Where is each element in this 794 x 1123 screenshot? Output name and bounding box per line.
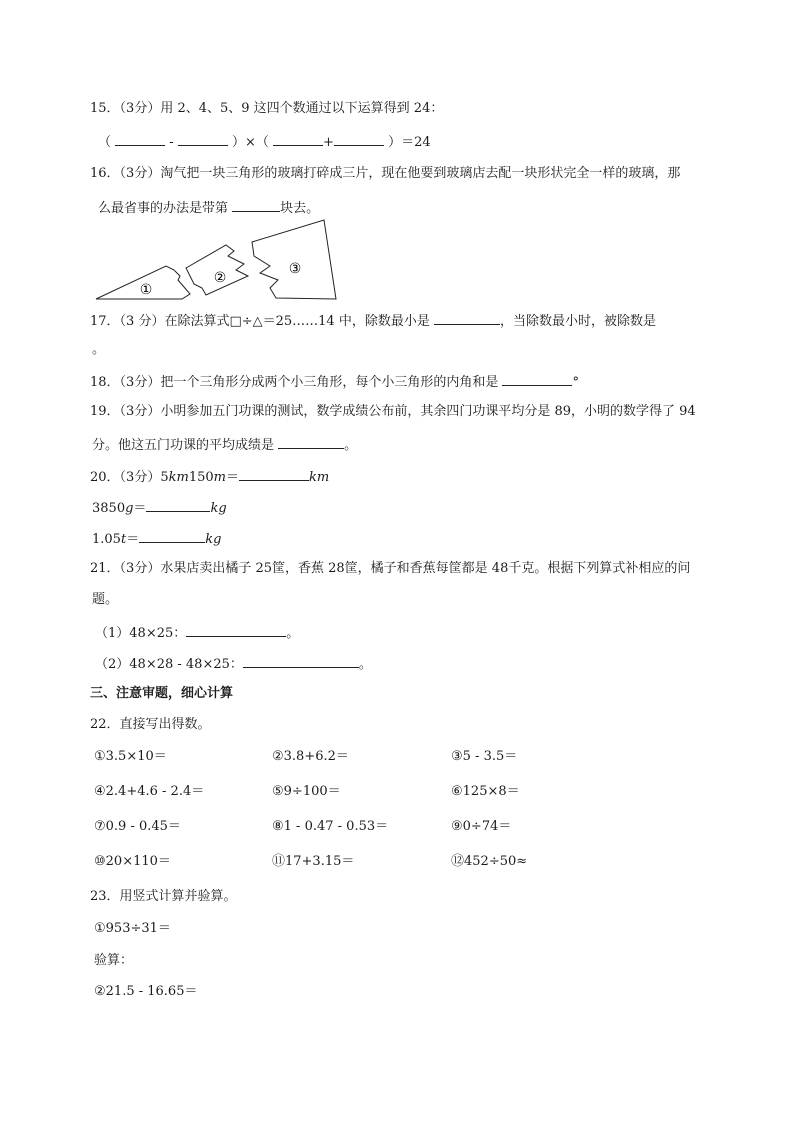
- q23-item-1: ①953÷31＝: [94, 921, 171, 936]
- q15-minus: -: [169, 135, 174, 150]
- q22-item-4: ④2.4+4.6 - 2.4＝: [94, 784, 205, 799]
- q15-expression: [98, 131, 431, 152]
- glass-piece-1-label: ①: [139, 282, 153, 298]
- q20-row2-blank[interactable]: [146, 497, 210, 512]
- q20-number: 20．: [90, 470, 120, 485]
- q20-row2-answer-unit: kg: [210, 501, 227, 516]
- q20-row1-equals: ＝: [225, 470, 239, 485]
- q20-row3-equals: ＝: [126, 532, 140, 547]
- q22-item-6: ⑥125×8＝: [451, 784, 520, 799]
- q22-item-3: ③5 - 3.5＝: [451, 749, 518, 764]
- glass-piece-3-label: ③: [288, 261, 302, 277]
- q19-number: 19．: [90, 404, 120, 419]
- q21-sub2-end: 。: [358, 657, 372, 672]
- q15-text: （3分）用 2、4、5、9 这四个数通过以下运算得到 24：: [119, 101, 444, 116]
- q21-text-1: （3分）水果店卖出橘子 25筐，香蕉 28筐，橘子和香蕉每筐都是 48千克。根据下列算式补相应的问: [119, 561, 691, 576]
- q16-blank[interactable]: [232, 197, 280, 212]
- q17-line1: [90, 310, 656, 331]
- q17-text-1b: ，当除数最小时，被除数是: [499, 314, 656, 329]
- q21-sub1-blank[interactable]: [186, 622, 286, 637]
- q23-item-2: ②21.5 - 16.65＝: [94, 984, 198, 999]
- q20-row3-unit-t: t: [120, 532, 127, 547]
- q15-blank-2[interactable]: [178, 131, 228, 146]
- q21-number: 21．: [90, 561, 120, 576]
- q22-title: [90, 716, 211, 734]
- q22-item-11: ⑪17+3.15＝: [272, 854, 355, 869]
- q19-text-2b: 。: [344, 438, 358, 453]
- q20-row1-unit-m: m: [213, 470, 226, 485]
- q18-line: [90, 371, 579, 392]
- q20-row3-value: 1.05: [92, 532, 121, 547]
- q21-line2: [92, 591, 118, 609]
- q15-paren-mid: ）×（: [231, 135, 269, 150]
- q15-blank-1[interactable]: [115, 131, 165, 146]
- q20-line1: [90, 466, 329, 487]
- q21-sub1-text: （1）48×25：: [95, 626, 187, 641]
- q16-text-2a: 么最省事的办法是带第: [98, 201, 229, 216]
- q17-blank-1[interactable]: [434, 310, 500, 325]
- q19-line2: [92, 434, 357, 455]
- q20-row3-blank[interactable]: [139, 528, 205, 543]
- q15-paren-open: （: [98, 135, 112, 150]
- q19-text-2a: 分。他这五门功课的平均成绩是: [92, 438, 275, 453]
- q17-text-1a: （3 分）在除法算式□÷△＝25……14 中，除数最小是: [119, 314, 430, 329]
- q22-title-text: 直接写出得数。: [119, 717, 211, 732]
- q16-line2: [98, 197, 319, 218]
- q22-item-9: ⑨0÷74＝: [451, 819, 512, 834]
- q20-row2-value: 3850: [92, 501, 126, 516]
- q23-check-label: 验算：: [94, 953, 134, 968]
- q21-sub1-end: 。: [286, 626, 300, 641]
- q20-prefix: （3分）: [119, 470, 161, 485]
- q18-number: 18．: [90, 375, 120, 390]
- q20-row1-unit-km: km: [168, 470, 189, 485]
- q20-row2-equals: ＝: [133, 501, 147, 516]
- q21-sub2-blank[interactable]: [243, 653, 359, 668]
- q15-line1: [90, 100, 443, 118]
- glass-piece-2-label: ②: [213, 270, 227, 286]
- q16-text-2b: 块去。: [280, 201, 320, 216]
- q20-row1-answer-unit: km: [309, 470, 330, 485]
- q22-item-1: ①3.5×10＝: [94, 749, 167, 764]
- q21-line1: [90, 560, 690, 578]
- q21-sub2: [95, 653, 372, 674]
- q22-item-10: ⑩20×110＝: [94, 854, 171, 869]
- q15-blank-3[interactable]: [273, 131, 323, 146]
- q22-item-12: ⑫452÷50≈: [451, 854, 528, 869]
- q20-row1-value-a: 5: [160, 470, 169, 485]
- q23-title-text: 用竖式计算并验算。: [119, 889, 237, 904]
- q17-text-2: 。: [92, 342, 106, 357]
- q21-sub2-text: （2）48×28 - 48×25：: [95, 657, 243, 672]
- q22-item-5: ⑤9÷100＝: [272, 784, 341, 799]
- q18-text: （3分）把一个三角形分成两个小三角形，每个小三角形的内角和是: [119, 375, 499, 390]
- q15-blank-4[interactable]: [334, 131, 384, 146]
- q15-plus: +: [323, 135, 334, 150]
- q17-number: 17．: [90, 314, 120, 329]
- q23-title: [90, 888, 237, 906]
- q15-number: 15．: [90, 101, 120, 116]
- q18-unit: °: [572, 375, 579, 390]
- q22-item-2: ②3.8+6.2＝: [272, 749, 349, 764]
- q22-item-8: ⑧1 - 0.47 - 0.53＝: [272, 819, 389, 834]
- q23-number: 23．: [90, 889, 120, 904]
- q22-number: 22．: [90, 717, 120, 732]
- q19-blank[interactable]: [278, 434, 344, 449]
- q21-text-2: 题。: [92, 592, 119, 607]
- q18-blank[interactable]: [502, 371, 572, 386]
- q15-paren-close: ）＝24: [388, 135, 431, 150]
- q20-row3-answer-unit: kg: [205, 532, 222, 547]
- q19-text-1: （3分）小明参加五门功课的测试，数学成绩公布前，其余四门功课平均分是 89，小明的数学得了 94: [119, 404, 696, 419]
- q16-text-1: （3分）淘气把一块三角形的玻璃打碎成三片，现在他要到玻璃店去配一块形状完全一样的玻璃，那: [119, 166, 681, 181]
- q16-line1: [90, 165, 680, 183]
- broken-glass-figure: [94, 218, 340, 302]
- q20-line2: [92, 497, 227, 518]
- q19-line1: [90, 403, 696, 421]
- q20-row1-value-b: 150: [188, 470, 214, 485]
- q20-line3: [92, 528, 221, 549]
- q20-row1-blank[interactable]: [239, 466, 309, 481]
- q17-line2: [92, 341, 105, 359]
- q20-row2-unit-g: g: [125, 501, 134, 516]
- q16-number: 16．: [90, 166, 120, 181]
- q21-sub1: [95, 622, 299, 643]
- glass-piece-3: [252, 220, 336, 299]
- q22-item-7: ⑦0.9 - 0.45＝: [94, 819, 181, 834]
- section-3-title: 三、注意审题，细心计算: [90, 686, 234, 701]
